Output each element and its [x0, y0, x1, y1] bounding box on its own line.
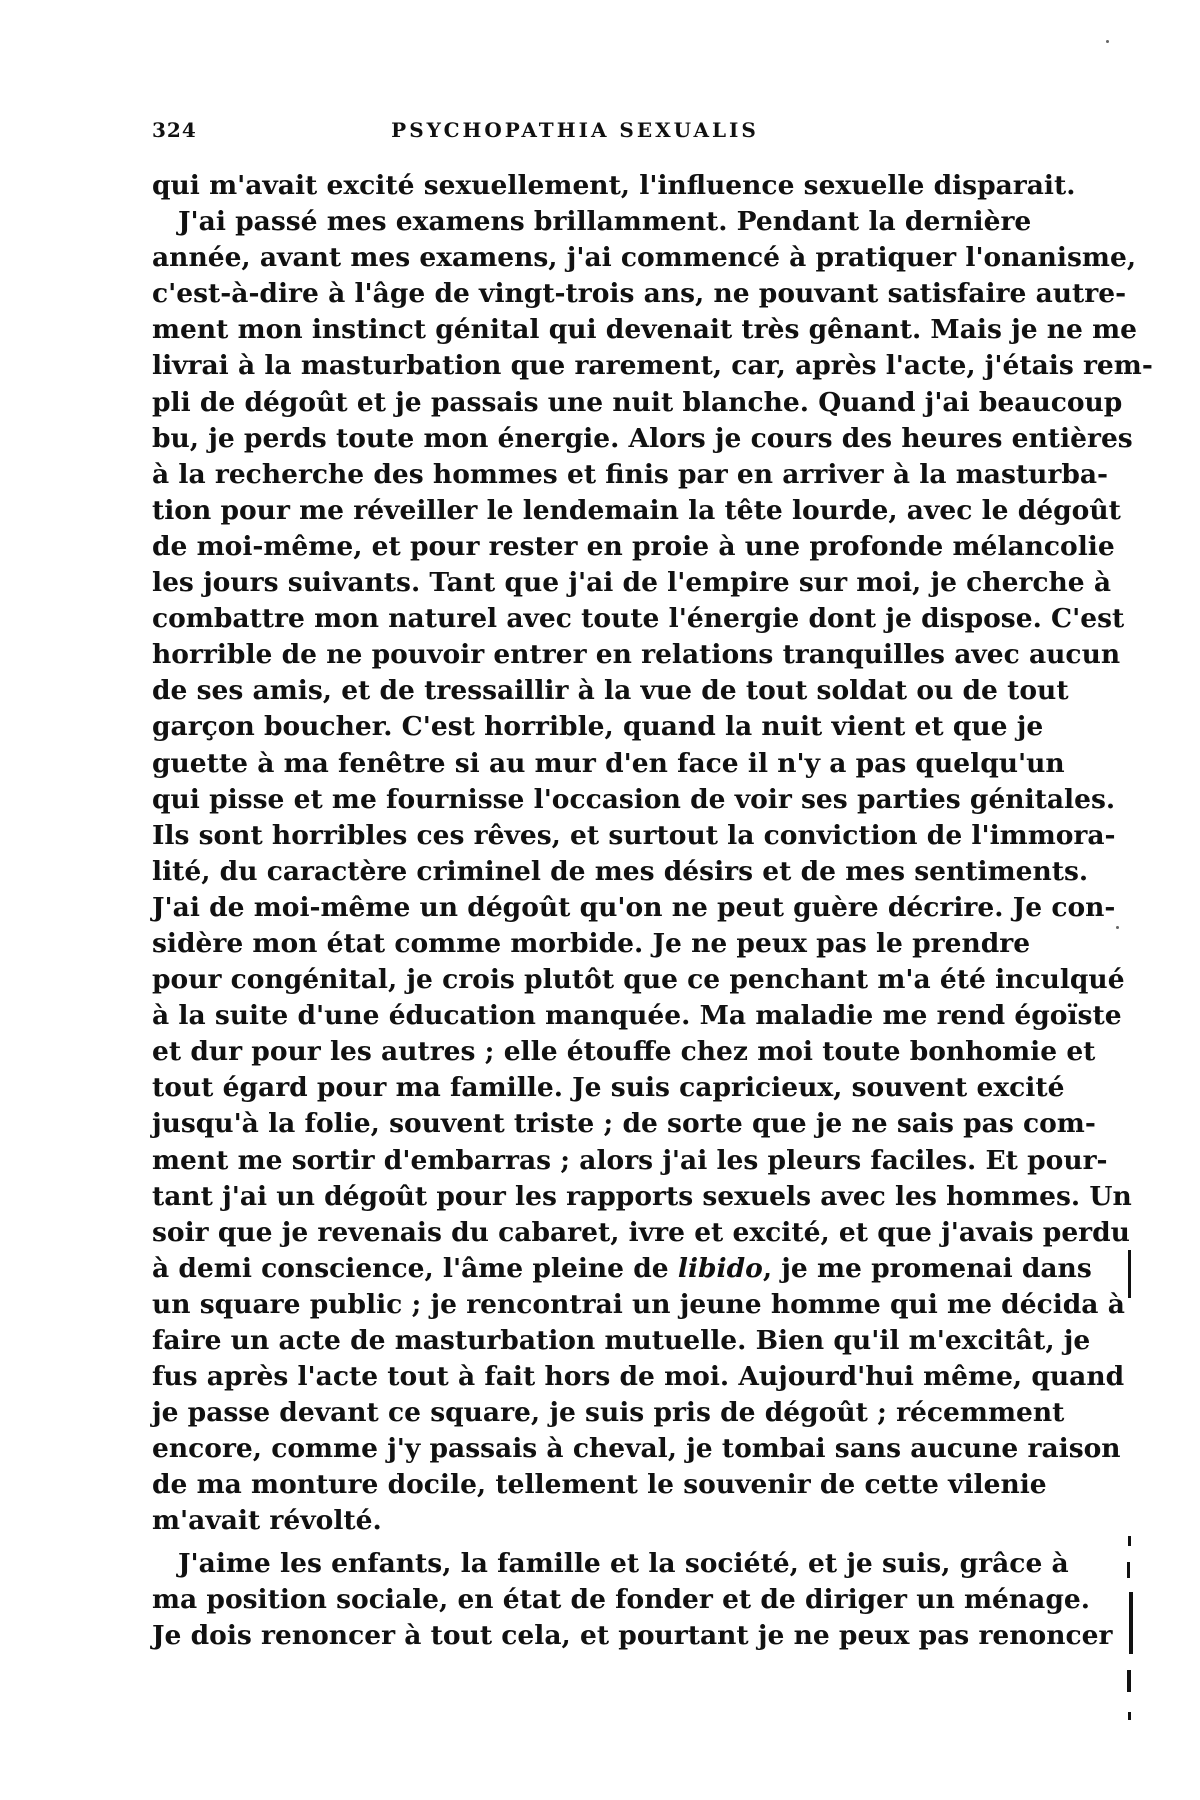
- text-line: à la suite d'une éducation manquée. Ma maladie me rend égoïste: [152, 1000, 1122, 1032]
- text-line: livrai à la masturbation que rarement, car, après l'acte, j'étais rem-: [152, 350, 1153, 382]
- paragraph-2: [152, 1546, 1113, 1654]
- text-line: tout égard pour ma famille. Je suis capricieux, souvent excité: [152, 1072, 1065, 1104]
- text-line: année, avant mes examens, j'ai commencé à pratiquer l'onanisme,: [152, 242, 1137, 274]
- text-line: sidère mon état comme morbide. Je ne peux pas le prendre: [152, 927, 1031, 959]
- text-line: combattre mon naturel avec toute l'énergie dont je dispose. C'est: [152, 603, 1125, 635]
- text-line: guette à ma fenêtre si au mur d'en face il n'y a pas quelqu'un: [152, 747, 1065, 779]
- text-line: et dur pour les autres ; elle étouffe chez moi toute bonhomie et: [152, 1036, 1096, 1068]
- text-line: tion pour me réveiller le lendemain la tête lourde, avec le dégoût: [152, 494, 1121, 526]
- text-line: m'avait révolté.: [152, 1505, 382, 1537]
- text-line: pli de dégoût et je passais une nuit blanche. Quand j'ai beaucoup: [152, 386, 1123, 418]
- text-line: c'est-à-dire à l'âge de vingt-trois ans, ne pouvant satisfaire autre-: [152, 278, 1127, 310]
- scan-artifact-mark: [1127, 1562, 1130, 1578]
- text-line: fus après l'acte tout à fait hors de moi. Aujourd'hui même, quand: [152, 1361, 1125, 1393]
- body-text: [152, 168, 1153, 1654]
- text-line: de ma monture docile, tellement le souvenir de cette vilenie: [152, 1469, 1047, 1501]
- scan-speck: [1116, 926, 1119, 929]
- text-line: lité, du caractère criminel de mes désirs et de mes sentiments.: [152, 855, 1089, 887]
- text-line: un square public ; je rencontrai un jeune homme qui me décida à: [152, 1288, 1125, 1320]
- scan-speck: [1106, 40, 1109, 43]
- text-line: horrible de ne pouvoir entrer en relations tranquilles avec aucun: [152, 639, 1121, 671]
- text-line: qui m'avait excité sexuellement, l'influence sexuelle disparait.: [152, 170, 1076, 201]
- text-line: garçon boucher. C'est horrible, quand la nuit vient et que je: [152, 711, 1044, 743]
- text-line: J'ai passé mes examens brillamment. Pendant la dernière: [178, 206, 1032, 238]
- text-line: bu, je perds toute mon énergie. Alors je cours des heures entières: [152, 422, 1133, 454]
- text-segment: à demi conscience, l'âme pleine de: [152, 1252, 669, 1284]
- text-line: faire un acte de masturbation mutuelle. Bien qu'il m'excitât, je: [152, 1325, 1091, 1356]
- text-line: J'ai de moi-même un dégoût qu'on ne peut guère décrire. Je con-: [152, 891, 1116, 923]
- text-line: soir que je revenais du cabaret, ivre et excité, et que j'avais perdu: [152, 1216, 1130, 1248]
- text-line: encore, comme j'y passais à cheval, je tombai sans aucune raison: [152, 1433, 1121, 1465]
- text-line: de ses amis, et de tressaillir à la vue de tout soldat ou de tout: [152, 675, 1069, 707]
- text-line: pour congénital, je crois plutôt que ce penchant m'a été inculqué: [152, 964, 1125, 996]
- page-number: 324: [152, 118, 197, 142]
- text-line: ment mon instinct génital qui devenait très gênant. Mais je ne me: [152, 314, 1138, 346]
- scan-artifact-mark: [1127, 1670, 1131, 1692]
- text-line: jusqu'à la folie, souvent triste ; de sorte que je ne sais pas com-: [152, 1108, 1096, 1140]
- text-line: Je dois renoncer à tout cela, et pourtant je ne peux pas renoncer: [152, 1619, 1113, 1651]
- page-header: [152, 118, 998, 152]
- text-line: ment me sortir d'embarras ; alors j'ai les pleurs faciles. Et pour-: [152, 1144, 1108, 1176]
- text-line: à la recherche des hommes et finis par en arriver à la masturba-: [152, 458, 1109, 490]
- scan-artifact-mark: [1128, 1250, 1131, 1298]
- text-segment: , je me promenai dans: [762, 1252, 1092, 1284]
- text-line: je passe devant ce square, je suis pris de dégoût ; récemment: [152, 1397, 1065, 1429]
- italic-term: libido: [677, 1252, 763, 1284]
- text-line: J'aime les enfants, la famille et la société, et je suis, grâce à: [178, 1547, 1069, 1579]
- text-line: les jours suivants. Tant que j'ai de l'empire sur moi, je cherche à: [152, 567, 1112, 599]
- text-line: de moi-même, et pour rester en proie à une profonde mélancolie: [152, 530, 1115, 562]
- scan-artifact-mark: [1128, 1712, 1131, 1720]
- scan-artifact-mark: [1128, 1536, 1131, 1546]
- scan-artifact-mark: [1129, 1592, 1133, 1654]
- running-title: PSYCHOPATHIA SEXUALIS: [391, 118, 759, 142]
- text-line: tant j'ai un dégoût pour les rapports sexuels avec les hommes. Un: [152, 1180, 1132, 1212]
- text-line-with-italic: [152, 1251, 1092, 1287]
- text-line: ma position sociale, en état de fonder et de diriger un ménage.: [152, 1583, 1090, 1615]
- text-line: Ils sont horribles ces rêves, et surtout la conviction de l'immora-: [152, 819, 1116, 851]
- text-line: qui pisse et me fournisse l'occasion de voir ses parties génitales.: [152, 783, 1116, 815]
- paragraph-1: [152, 168, 1153, 1540]
